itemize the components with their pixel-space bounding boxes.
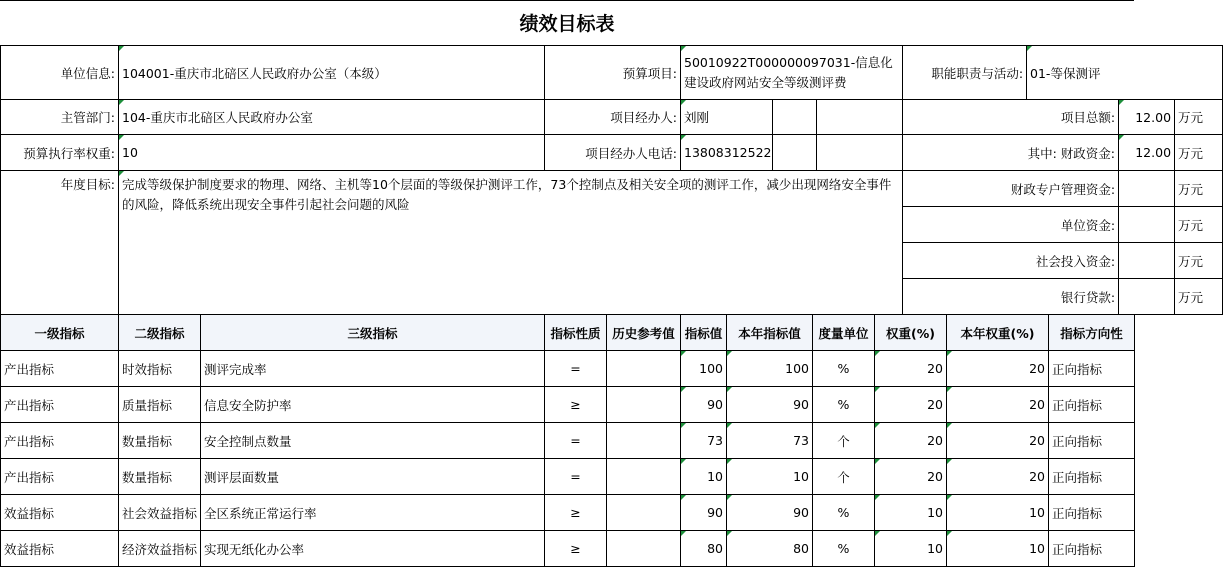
unit-cell[interactable]: 个: [813, 459, 875, 495]
social-fund-label: 社会投入资金:: [903, 243, 1119, 279]
weight-label: 预算执行率权重:: [1, 135, 119, 171]
level3-cell[interactable]: 安全控制点数量: [201, 423, 545, 459]
history-cell[interactable]: [607, 459, 681, 495]
year-value-cell[interactable]: 73: [727, 423, 813, 459]
empty-cell[interactable]: [817, 135, 903, 171]
phone-value[interactable]: 13808312522: [681, 135, 773, 171]
header-nature: 指标性质: [545, 315, 607, 351]
table-row: [1, 387, 1135, 423]
nature-cell[interactable]: =: [545, 351, 607, 387]
social-fund-unit: 万元: [1175, 243, 1223, 279]
weight-cell[interactable]: 20: [875, 351, 947, 387]
value-cell[interactable]: 10: [681, 459, 727, 495]
special-fund-unit: 万元: [1175, 171, 1223, 207]
goal-value[interactable]: 完成等级保护制度要求的物理、网络、主机等10个层面的等级保护测评工作，73个控制点及相关安全项的测评工作，减少出现网络安全事件的风险，降低系统出现安全事件引起社会问题的风险: [119, 171, 903, 315]
total-unit: 万元: [1175, 100, 1223, 135]
empty-cell[interactable]: [773, 100, 817, 135]
unit-cell[interactable]: %: [813, 531, 875, 567]
dept-value[interactable]: 104-重庆市北碚区人民政府办公室: [119, 100, 545, 135]
level3-cell[interactable]: 实现无纸化办公率: [201, 531, 545, 567]
bank-loan-unit: 万元: [1175, 279, 1223, 315]
header-history: 历史参考值: [607, 315, 681, 351]
level2-cell[interactable]: 数量指标: [119, 423, 201, 459]
table-row: [1, 351, 1135, 387]
weight-value[interactable]: 10: [119, 135, 545, 171]
year-value-cell[interactable]: 80: [727, 531, 813, 567]
table-row: [1, 459, 1135, 495]
header-year-value: 本年指标值: [727, 315, 813, 351]
year-value-cell[interactable]: 10: [727, 459, 813, 495]
weight-cell[interactable]: 10: [875, 495, 947, 531]
header-level1: 一级指标: [1, 315, 119, 351]
unit-fund-value[interactable]: [1119, 207, 1175, 243]
level1-cell[interactable]: 效益指标: [1, 531, 119, 567]
level3-cell[interactable]: 全区系统正常运行率: [201, 495, 545, 531]
nature-cell[interactable]: =: [545, 459, 607, 495]
table-row: [1, 495, 1135, 531]
unit-info-label: 单位信息:: [1, 46, 119, 100]
table-row: [1, 531, 1135, 567]
level1-cell[interactable]: 产出指标: [1, 387, 119, 423]
header-weight: 权重(%): [875, 315, 947, 351]
value-cell[interactable]: 100: [681, 351, 727, 387]
unit-info-value[interactable]: 104001-重庆市北碚区人民政府办公室（本级）: [119, 46, 545, 100]
direction-cell[interactable]: 正向指标: [1049, 495, 1135, 531]
level2-cell[interactable]: 经济效益指标: [119, 531, 201, 567]
level3-cell[interactable]: 信息安全防护率: [201, 387, 545, 423]
year-value-cell[interactable]: 100: [727, 351, 813, 387]
table-row: [1, 423, 1135, 459]
direction-cell[interactable]: 正向指标: [1049, 387, 1135, 423]
weight-cell[interactable]: 20: [875, 459, 947, 495]
year-value-cell[interactable]: 90: [727, 495, 813, 531]
direction-cell[interactable]: 正向指标: [1049, 423, 1135, 459]
level2-cell[interactable]: 时效指标: [119, 351, 201, 387]
fiscal-value[interactable]: 12.00: [1119, 135, 1175, 171]
special-fund-value[interactable]: [1119, 171, 1175, 207]
header-level3: 三级指标: [201, 315, 545, 351]
special-fund-label: 财政专户管理资金:: [903, 171, 1119, 207]
history-cell[interactable]: [607, 351, 681, 387]
weight-cell[interactable]: 10: [875, 531, 947, 567]
indicator-table: [0, 314, 1135, 567]
header-level2: 二级指标: [119, 315, 201, 351]
level2-cell[interactable]: 数量指标: [119, 459, 201, 495]
level1-cell[interactable]: 产出指标: [1, 423, 119, 459]
direction-cell[interactable]: 正向指标: [1049, 351, 1135, 387]
year-weight-cell[interactable]: 20: [947, 459, 1049, 495]
nature-cell[interactable]: =: [545, 423, 607, 459]
manager-value[interactable]: 刘刚: [681, 100, 773, 135]
year-weight-cell[interactable]: 20: [947, 387, 1049, 423]
value-cell[interactable]: 90: [681, 387, 727, 423]
info-table: [0, 45, 1223, 315]
level1-cell[interactable]: 产出指标: [1, 351, 119, 387]
budget-item-value[interactable]: 50010922T000000097031-信息化建设政府网站安全等级测评费: [681, 46, 903, 100]
nature-cell[interactable]: ≥: [545, 387, 607, 423]
bank-loan-value[interactable]: [1119, 279, 1175, 315]
value-cell[interactable]: 80: [681, 531, 727, 567]
unit-fund-unit: 万元: [1175, 207, 1223, 243]
year-weight-cell[interactable]: 20: [947, 423, 1049, 459]
level3-cell[interactable]: 测评层面数量: [201, 459, 545, 495]
history-cell[interactable]: [607, 531, 681, 567]
level1-cell[interactable]: 产出指标: [1, 459, 119, 495]
history-cell[interactable]: [607, 387, 681, 423]
unit-cell[interactable]: %: [813, 495, 875, 531]
value-cell[interactable]: 90: [681, 495, 727, 531]
nature-cell[interactable]: ≥: [545, 495, 607, 531]
social-fund-value[interactable]: [1119, 243, 1175, 279]
duty-label: 职能职责与活动:: [903, 46, 1027, 100]
nature-cell[interactable]: ≥: [545, 531, 607, 567]
unit-cell[interactable]: %: [813, 351, 875, 387]
level2-cell[interactable]: 质量指标: [119, 387, 201, 423]
direction-cell[interactable]: 正向指标: [1049, 531, 1135, 567]
value-cell[interactable]: 73: [681, 423, 727, 459]
weight-cell[interactable]: 20: [875, 423, 947, 459]
duty-value[interactable]: 01-等保测评: [1027, 46, 1223, 100]
direction-cell[interactable]: 正向指标: [1049, 459, 1135, 495]
phone-label: 项目经办人电话:: [545, 135, 681, 171]
unit-cell[interactable]: %: [813, 387, 875, 423]
header-direction: 指标方向性: [1049, 315, 1135, 351]
unit-cell[interactable]: 个: [813, 423, 875, 459]
total-value[interactable]: 12.00: [1119, 100, 1175, 135]
year-weight-cell[interactable]: 10: [947, 531, 1049, 567]
header-value: 指标值: [681, 315, 727, 351]
year-value-cell[interactable]: 90: [727, 387, 813, 423]
budget-item-label: 预算项目:: [545, 46, 681, 100]
weight-cell[interactable]: 20: [875, 387, 947, 423]
year-weight-cell[interactable]: 20: [947, 351, 1049, 387]
level2-cell[interactable]: 社会效益指标: [119, 495, 201, 531]
manager-label: 项目经办人:: [545, 100, 681, 135]
indicator-header-row: [1, 315, 1135, 351]
fiscal-unit: 万元: [1175, 135, 1223, 171]
unit-fund-label: 单位资金:: [903, 207, 1119, 243]
fiscal-label: 其中: 财政资金:: [903, 135, 1119, 171]
empty-cell[interactable]: [817, 100, 903, 135]
dept-label: 主管部门:: [1, 100, 119, 135]
header-unit: 度量单位: [813, 315, 875, 351]
bank-loan-label: 银行贷款:: [903, 279, 1119, 315]
total-label: 项目总额:: [903, 100, 1119, 135]
year-weight-cell[interactable]: 10: [947, 495, 1049, 531]
goal-label: 年度目标:: [1, 171, 119, 315]
header-year-weight: 本年权重(%): [947, 315, 1049, 351]
history-cell[interactable]: [607, 495, 681, 531]
level1-cell[interactable]: 效益指标: [1, 495, 119, 531]
empty-cell[interactable]: [773, 135, 817, 171]
level3-cell[interactable]: 测评完成率: [201, 351, 545, 387]
history-cell[interactable]: [607, 423, 681, 459]
sheet-title: 绩效目标表: [0, 0, 1134, 46]
